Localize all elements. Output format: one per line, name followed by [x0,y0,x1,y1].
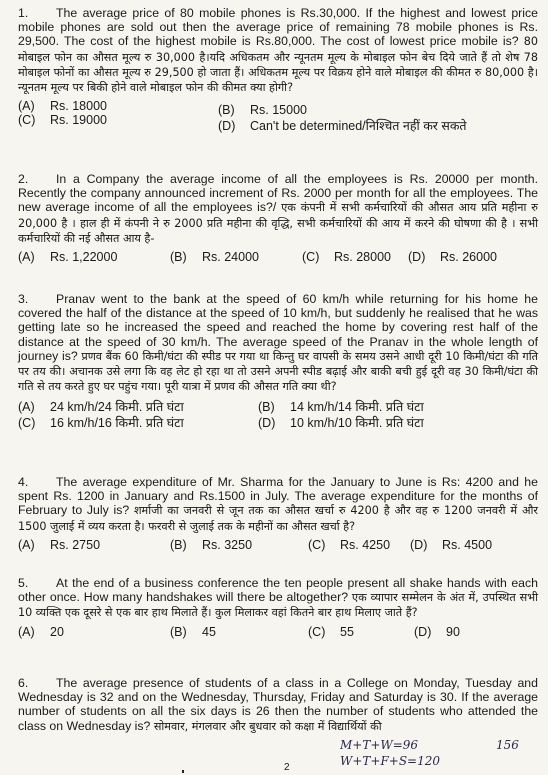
option-a[interactable]: (A) Rs. 1,22000 [18,250,118,265]
option-a[interactable]: (A) Rs. 18000 [18,99,107,114]
question-4 [18,475,538,554]
option-d[interactable]: (D) 90 [414,624,460,639]
option-a[interactable]: (A) 20 [18,624,64,639]
option-a[interactable]: (A) Rs. 2750 [18,537,101,552]
pen-mark [182,770,184,773]
question-text: The average price of 80 mobile phones is Rs.30,000. If the highest and lowest price mobile phones are sold out then the average price of remaining 78 mobile phones is Rs. 29,500. The cost of the highest mobile is Rs.80,000. The cost of lowest price mobile is? [18,6,538,49]
option-b[interactable]: (B) 14 km/h/14 किमी. प्रति घंटा [258,400,424,415]
option-d[interactable]: (D) 10 km/h/10 किमी. प्रति घंटा [258,416,424,431]
option-c[interactable]: (C) Rs. 19000 [18,113,107,128]
question-number: 5. [18,576,29,590]
question-text-hindi: 80 मोबाइल फोन का औसत मूल्य रु 30,000 है।यदि अधिकतम और न्यूनतम मूल्य के मोबाइल फोन बेच दिये जाते हैं तो शेष 78 मोबाइल फोनों का औसत मूल्य रु 29,500 हो जाता हैं। अधिकतम मूल्य पर विक्रय होने वाले मोबाइल की कीमत रु 80,000 है। न्यूनतम मूल्य पर बिकी होने वाले मोबाइल फोन की कीमत क्या होगी? [18,35,538,95]
option-b[interactable]: (B) Rs. 3250 [170,537,253,552]
question-text-hindi: शर्माजी का जनवरी से जून तक का औसत खर्चा रु 4200 है और वह रु 1200 जनवरी में और 1500 जुलाई में व्यय करता है। फरवरी से जुलाई तक के महीनों का औसत खर्चा है? [18,504,538,533]
question-number: 4. [18,475,29,489]
options [18,625,538,641]
page-number: 2 [284,762,290,773]
question-number: 6. [18,676,29,690]
option-b[interactable]: (B) Rs. 15000 [218,103,307,118]
question-number: 1. [18,6,29,20]
question-6 [18,676,538,734]
question-3 [18,292,538,430]
question-text-hindi: एक कंपनी में सभी कर्मचारियों की औसत आय प्रति महीना रु 20,000 है । हाल ही में कंपनी ने रु 2000 प्रति महीना की वृद्धि, सभी कर्मचारियों की आय में करने की घोषणा की है । सभी कर्मचारियों की नई औसत आय है- [18,201,538,245]
option-d[interactable]: (D) Can't be determined/निश्चित नहीं कर सकते [218,119,467,134]
options [18,398,538,430]
question-5 [18,576,538,641]
handwritten-note-2: W+T+F+S=120 [340,754,441,768]
option-c[interactable]: (C) 55 [308,624,354,639]
handwritten-note-3: 156 [496,738,519,752]
question-number: 3. [18,292,29,306]
question-number: 2. [18,172,29,186]
question-text: Pranav went to the bank at the speed of 60 km/h while returning for his home he covered the half of the distance at the speed of 10 km/h, but suddenly he realised that he was getting late so he increased the speed and reached the home by covering rest half of the distance at the speed of 30 km/h. The average speed of the Pranav in the whole length of journey is? [18,292,538,363]
option-c[interactable]: (C) Rs. 4250 [308,537,391,552]
question-text-hindi: एक व्यापार सम्मेलन के अंत में, उपस्थित सभी 10 व्यक्ति एक दूसरे से एक बार हाथ मिलाते हैं। कुल मिलाकर वहां कितने बार हाथ मिलाए जाते हैं? [18,591,539,620]
question-text: The average expenditure of Mr. Sharma for the January to June is Rs: 4200 and he spent Rs. 1200 in January and Rs.1500 in July. The average expenditure for the months of February to July is? [18,475,538,518]
options [18,99,538,134]
question-text-hindi: प्रणव बैंक 60 किमी/घंटा की स्पीड पर गया था किन्तु घर वापसी के समय उसने आधी दूरी 10 किमी/घंटा की गति पर तय की। अचानक उसे लगा कि वह लेट हो रहा था तो उसने अपनी स्पीड बढ़ाई और बाकी बची हुई दूरी वह 30 किमी/घंटा की गति से तय करते हुए घर पहुंच गया। पूरी यात्रा में प्रणव की औसत गति क्या थी? [18,349,538,394]
option-b[interactable]: (B) 45 [170,624,216,639]
option-c[interactable]: (C) Rs. 28000 [302,250,391,265]
question-2 [18,172,538,266]
option-d[interactable]: (D) Rs. 4500 [410,537,493,552]
handwritten-note-1: M+T+W=96 [340,738,419,752]
question-text: The average presence of students of a class in a College on Monday, Tuesday and Wednesday is 32 and on the Wednesday, Thursday, Friday and Saturday is 30. If the average number of students on all the six days is 26 then the number of students who attended the class on Wednesday is? [18,676,538,733]
option-b[interactable]: (B) Rs. 24000 [170,250,259,265]
options [18,250,538,266]
question-text: At the end of a business conference the ten people present all shake hands with each other once. How many handshakes will there be altogether? [18,576,538,605]
options [18,538,538,554]
question-text-hindi: सोमवार, मंगलवार और बुधवार को कक्षा में विद्यार्थियों की [153,719,382,733]
question-1 [18,6,538,134]
question-text: In a Company the average income of all the employees is Rs. 20000 per month. Recently the company announced increment of Rs. 2000 per month for all the employees. The new average income of all the employees is?/ [18,172,538,215]
option-d[interactable]: (D) Rs. 26000 [408,250,497,265]
option-a[interactable]: (A) 24 km/h/24 किमी. प्रति घंटा [18,400,184,415]
option-c[interactable]: (C) 16 km/h/16 किमी. प्रति घंटा [18,416,184,431]
